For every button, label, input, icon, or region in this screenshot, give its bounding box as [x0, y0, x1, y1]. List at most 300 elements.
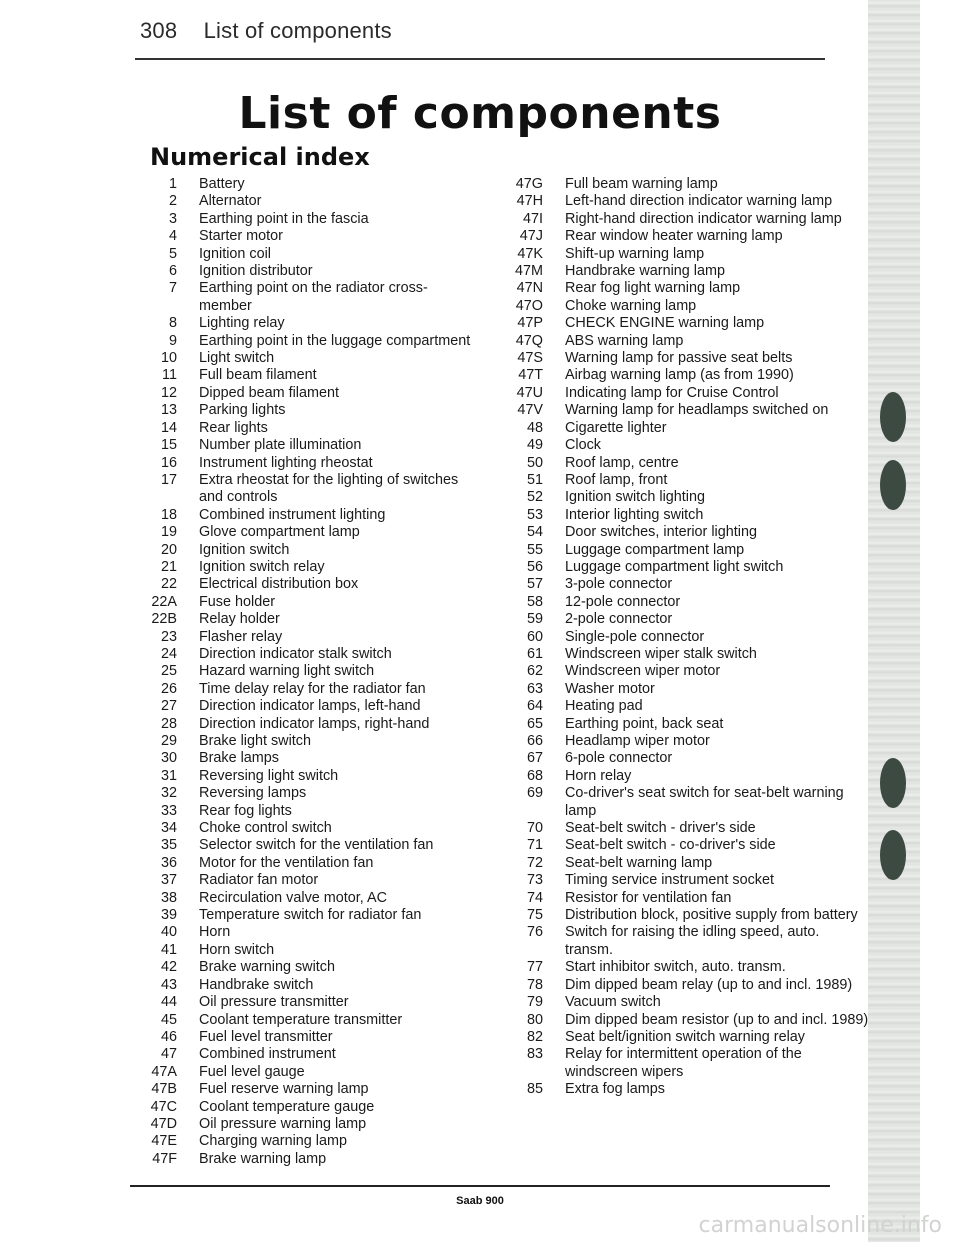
- index-entry: [500, 733, 870, 750]
- entry-code: 63: [526, 680, 543, 697]
- index-entry: [500, 924, 870, 959]
- entry-code: 42: [160, 959, 177, 976]
- index-entry: [140, 594, 480, 611]
- index-entry: [500, 1012, 870, 1029]
- entry-code: 3: [168, 210, 177, 227]
- entry-description: 2-pole connector: [565, 611, 673, 628]
- entry-code: 40: [160, 924, 177, 941]
- binding-hole-2: [880, 460, 906, 510]
- entry-code: 47J: [519, 228, 543, 245]
- entry-description: Switch for raising the idling speed, auto. transm.: [565, 924, 820, 958]
- entry-code: 52: [526, 489, 543, 506]
- entry-description: Instrument lighting rheostat: [199, 454, 373, 471]
- entry-code: 41: [160, 941, 177, 958]
- entry-description: Choke warning lamp: [565, 297, 697, 314]
- index-entry: [500, 315, 870, 332]
- entry-description: Ignition coil: [199, 245, 271, 262]
- entry-description: Recirculation valve motor, AC: [199, 889, 387, 906]
- index-entry: [500, 629, 870, 646]
- entry-description: Horn relay: [565, 767, 632, 784]
- index-entry: [140, 1046, 480, 1063]
- entry-description: Motor for the ventilation fan: [199, 854, 374, 871]
- index-entry: [500, 280, 870, 297]
- index-entry: [500, 559, 870, 576]
- page-number: 308: [140, 18, 178, 43]
- index-entry: [500, 211, 870, 228]
- entry-description: Fuel level transmitter: [199, 1028, 333, 1045]
- entry-description: Full beam warning lamp: [565, 176, 718, 192]
- page-edge-scan-strip: [868, 0, 920, 1242]
- entry-description: Battery: [199, 176, 245, 192]
- entry-description: Radiator fan motor: [199, 872, 319, 889]
- index-entry: [140, 1099, 480, 1116]
- entry-code: 37: [160, 872, 177, 889]
- entry-code: 34: [160, 820, 177, 837]
- entry-code: 47Q: [515, 332, 543, 349]
- entry-description: Glove compartment lamp: [199, 524, 360, 541]
- entry-code: 77: [526, 959, 543, 976]
- index-entry: [500, 785, 870, 820]
- entry-description: Choke control switch: [199, 820, 332, 837]
- entry-code: 4: [168, 228, 177, 245]
- entry-description: Door switches, interior lighting: [565, 524, 757, 541]
- index-entry: [500, 646, 870, 663]
- entry-code: 71: [526, 837, 543, 854]
- entry-code: 66: [526, 733, 543, 749]
- entry-code: 76: [526, 924, 543, 941]
- entry-code: 47S: [517, 350, 543, 367]
- entry-description: Ignition switch lighting: [565, 489, 705, 506]
- entry-code: 10: [160, 350, 177, 367]
- entry-code: 30: [160, 750, 177, 767]
- entry-code: 47B: [151, 1081, 177, 1098]
- entry-code: 8: [168, 315, 177, 332]
- entry-code: 47N: [516, 280, 543, 297]
- entry-code: 5: [168, 245, 177, 262]
- index-entry: [140, 716, 480, 733]
- entry-code: 35: [160, 837, 177, 854]
- entry-description: Brake lamps: [199, 750, 279, 767]
- index-entry: [500, 1046, 870, 1081]
- entry-code: 22B: [151, 611, 177, 628]
- entry-code: 11: [162, 367, 177, 384]
- index-entry: [140, 211, 480, 228]
- index-entry: [140, 698, 480, 715]
- index-entry: [140, 367, 480, 384]
- entry-description: Alternator: [199, 193, 262, 210]
- entry-description: Rear fog light warning lamp: [565, 280, 741, 297]
- entry-description: CHECK ENGINE warning lamp: [565, 315, 765, 332]
- index-entry: [500, 959, 870, 976]
- entry-description: Co-driver's seat switch for seat-belt warning lamp: [565, 785, 844, 819]
- index-entry: [500, 420, 870, 437]
- entry-description: Seat-belt switch - driver's side: [565, 820, 756, 837]
- entry-description: Vacuum switch: [565, 994, 661, 1011]
- entry-description: Hazard warning light switch: [199, 663, 375, 680]
- entry-description: Parking lights: [199, 402, 286, 419]
- index-entry: [500, 472, 870, 489]
- entry-description: Seat belt/ignition switch warning relay: [565, 1028, 805, 1045]
- index-entry: [500, 193, 870, 210]
- index-entry: [140, 646, 480, 663]
- entry-code: 9: [168, 332, 177, 349]
- entry-code: 39: [160, 907, 177, 924]
- entry-code: 1: [168, 176, 177, 192]
- entry-code: 22: [160, 576, 177, 593]
- entry-code: 75: [526, 907, 543, 924]
- index-entry: [500, 542, 870, 559]
- footer-rule: [130, 1185, 830, 1187]
- entry-description: Brake light switch: [199, 733, 311, 749]
- entry-code: 17: [160, 471, 177, 488]
- index-entry: [500, 489, 870, 506]
- entry-description: Selector switch for the ventilation fan: [199, 837, 434, 854]
- entry-code: 59: [526, 611, 543, 628]
- page-header: [140, 18, 392, 44]
- index-entry: [140, 663, 480, 680]
- entry-description: Luggage compartment lamp: [565, 541, 745, 558]
- entry-code: 64: [526, 698, 543, 715]
- entry-code: 47O: [515, 297, 543, 314]
- index-entry: [500, 768, 870, 785]
- entry-code: 47E: [151, 1133, 177, 1150]
- entry-description: Direction indicator lamps, right-hand: [199, 715, 430, 732]
- entry-description: Start inhibitor switch, auto. transm.: [565, 959, 786, 976]
- index-entry: [140, 820, 480, 837]
- index-entry: [500, 298, 870, 315]
- index-entry: [500, 977, 870, 994]
- entry-description: Washer motor: [565, 680, 655, 697]
- entry-code: 68: [526, 767, 543, 784]
- index-entry: [140, 524, 480, 541]
- entry-code: 36: [160, 854, 177, 871]
- index-entry: [500, 246, 870, 263]
- entry-description: Horn switch: [199, 941, 275, 958]
- entry-code: 49: [526, 437, 543, 454]
- entry-code: 43: [160, 976, 177, 993]
- entry-code: 18: [160, 506, 177, 523]
- entry-code: 45: [160, 1011, 177, 1028]
- index-entry: [140, 193, 480, 210]
- entry-code: 47D: [150, 1115, 177, 1132]
- entry-description: Fuse holder: [199, 593, 275, 610]
- entry-description: 12-pole connector: [565, 593, 681, 610]
- entry-code: 51: [526, 471, 543, 488]
- entry-code: 47: [160, 1046, 177, 1063]
- entry-description: Seat-belt switch - co-driver's side: [565, 837, 776, 854]
- index-entry: [140, 542, 480, 559]
- entry-code: 33: [160, 802, 177, 819]
- entry-description: Seat-belt warning lamp: [565, 854, 713, 871]
- entry-description: Brake warning switch: [199, 959, 335, 976]
- entry-code: 69: [526, 785, 543, 802]
- entry-code: 31: [160, 767, 177, 784]
- entry-code: 29: [160, 733, 177, 749]
- entry-code: 47M: [515, 263, 543, 280]
- entry-description: Cigarette lighter: [565, 419, 667, 436]
- index-entry: [140, 437, 480, 454]
- index-entry: [140, 280, 480, 315]
- entry-code: 47U: [516, 384, 543, 401]
- index-entry: [140, 1151, 480, 1168]
- index-entry: [140, 1116, 480, 1133]
- entry-code: 6: [168, 263, 177, 280]
- entry-code: 80: [526, 1011, 543, 1028]
- entry-code: 2: [168, 193, 177, 210]
- entry-description: Reversing light switch: [199, 767, 339, 784]
- entry-description: Reversing lamps: [199, 785, 307, 802]
- entry-description: Airbag warning lamp (as from 1990): [565, 367, 794, 384]
- entry-description: Light switch: [199, 350, 275, 367]
- entry-description: Fuel level gauge: [199, 1063, 305, 1080]
- page-title: List of components: [238, 88, 722, 139]
- index-entry: [500, 1029, 870, 1046]
- entry-description: Earthing point in the fascia: [199, 210, 369, 227]
- index-entry: [500, 716, 870, 733]
- entry-description: Handbrake switch: [199, 976, 314, 993]
- entry-code: 25: [160, 663, 177, 680]
- entry-code: 47T: [518, 367, 543, 384]
- binding-hole-1: [880, 392, 906, 442]
- entry-description: Resistor for ventilation fan: [565, 889, 732, 906]
- index-entry: [500, 524, 870, 541]
- index-entry: [500, 820, 870, 837]
- entry-description: Windscreen wiper motor: [565, 663, 721, 680]
- entry-description: Number plate illumination: [199, 437, 362, 454]
- index-entry: [500, 576, 870, 593]
- entry-code: 85: [526, 1081, 543, 1098]
- entry-description: Flasher relay: [199, 628, 283, 645]
- index-entry: [500, 994, 870, 1011]
- entry-description: Warning lamp for passive seat belts: [565, 350, 793, 367]
- entry-code: 72: [526, 854, 543, 871]
- index-entry: [140, 890, 480, 907]
- index-entry: [140, 402, 480, 419]
- index-entry: [500, 890, 870, 907]
- index-entry: [140, 333, 480, 350]
- index-entry: [140, 176, 480, 193]
- index-entry: [140, 420, 480, 437]
- footer-label: Saab 900: [456, 1195, 504, 1207]
- index-entry: [140, 1029, 480, 1046]
- entry-description: Dipped beam filament: [199, 384, 339, 401]
- index-entry: [140, 350, 480, 367]
- entry-description: Handbrake warning lamp: [565, 263, 725, 280]
- entry-code: 83: [526, 1046, 543, 1063]
- entry-description: Extra rheostat for the lighting of switches and controls: [199, 471, 459, 506]
- entry-description: Single-pole connector: [565, 628, 705, 645]
- entry-code: 47P: [517, 315, 543, 332]
- entry-code: 7: [168, 280, 177, 297]
- index-entry: [140, 472, 480, 507]
- index-entry: [140, 1133, 480, 1150]
- entry-description: Lighting relay: [199, 315, 285, 332]
- entry-description: 3-pole connector: [565, 576, 673, 593]
- index-entry: [140, 942, 480, 959]
- entry-description: Roof lamp, front: [565, 471, 668, 488]
- entry-code: 67: [526, 750, 543, 767]
- entry-description: ABS warning lamp: [565, 332, 684, 349]
- entry-code: 47G: [515, 176, 543, 192]
- index-entry: [140, 785, 480, 802]
- entry-code: 48: [526, 419, 543, 436]
- index-entry: [140, 977, 480, 994]
- index-entry: [500, 437, 870, 454]
- entry-code: 57: [526, 576, 543, 593]
- entry-code: 55: [526, 541, 543, 558]
- index-entry: [500, 176, 870, 193]
- entry-code: 65: [526, 715, 543, 732]
- entry-description: Electrical distribution box: [199, 576, 359, 593]
- entry-code: 47A: [151, 1063, 177, 1080]
- index-entry: [500, 837, 870, 854]
- index-entry: [140, 559, 480, 576]
- entry-code: 60: [526, 628, 543, 645]
- index-entry: [500, 907, 870, 924]
- index-entry: [500, 611, 870, 628]
- binding-hole-3: [880, 758, 906, 808]
- entry-code: 78: [526, 976, 543, 993]
- index-entry: [500, 750, 870, 767]
- entry-description: Horn: [199, 924, 231, 941]
- entry-description: Luggage compartment light switch: [565, 558, 784, 575]
- entry-code: 47H: [516, 193, 543, 210]
- index-entry: [500, 385, 870, 402]
- index-entry: [500, 594, 870, 611]
- entry-code: 38: [160, 889, 177, 906]
- watermark: carmanualsonline.info: [698, 1213, 942, 1238]
- index-entry: [140, 1012, 480, 1029]
- entry-code: 13: [160, 402, 177, 419]
- entry-code: 19: [160, 524, 177, 541]
- entry-description: Full beam filament: [199, 367, 317, 384]
- entry-description: Direction indicator stalk switch: [199, 645, 392, 662]
- index-entry: [140, 750, 480, 767]
- entry-code: 24: [160, 645, 177, 662]
- index-entry: [140, 263, 480, 280]
- index-entry: [140, 455, 480, 472]
- entry-code: 47K: [517, 245, 543, 262]
- binding-hole-4: [880, 830, 906, 880]
- entry-description: Starter motor: [199, 228, 283, 245]
- entry-code: 79: [526, 994, 543, 1011]
- entry-code: 47V: [517, 402, 543, 419]
- entry-code: 16: [160, 454, 177, 471]
- entry-description: Clock: [565, 437, 601, 454]
- header-rule: [135, 58, 825, 60]
- entry-description: Timing service instrument socket: [565, 872, 774, 889]
- entry-description: Charging warning lamp: [199, 1133, 347, 1150]
- entry-description: Coolant temperature transmitter: [199, 1011, 403, 1028]
- entry-description: 6-pole connector: [565, 750, 673, 767]
- entry-code: 82: [526, 1028, 543, 1045]
- entry-code: 56: [526, 558, 543, 575]
- entry-description: Indicating lamp for Cruise Control: [565, 384, 779, 401]
- index-entry: [140, 507, 480, 524]
- index-entry: [140, 837, 480, 854]
- index-entry: [140, 994, 480, 1011]
- section-subtitle: Numerical index: [150, 143, 370, 171]
- entry-description: Ignition switch relay: [199, 558, 325, 575]
- entry-description: Ignition distributor: [199, 263, 313, 280]
- index-entry: [140, 1064, 480, 1081]
- entry-description: Rear fog lights: [199, 802, 292, 819]
- entry-description: Extra fog lamps: [565, 1081, 665, 1098]
- index-entry: [140, 872, 480, 889]
- index-entry: [500, 681, 870, 698]
- entry-description: Brake warning lamp: [199, 1150, 327, 1167]
- index-entry: [500, 228, 870, 245]
- index-entry: [500, 872, 870, 889]
- index-entry: [140, 907, 480, 924]
- entry-description: Earthing point, back seat: [565, 715, 724, 732]
- entry-code: 47I: [522, 210, 543, 227]
- entry-code: 62: [526, 663, 543, 680]
- entry-description: Dim dipped beam relay (up to and incl. 1989): [565, 976, 853, 993]
- entry-code: 50: [526, 454, 543, 471]
- index-entry: [500, 333, 870, 350]
- entry-description: Left-hand direction indicator warning lamp: [565, 193, 833, 210]
- entry-code: 12: [160, 384, 177, 401]
- index-entry: [500, 350, 870, 367]
- entry-description: Ignition switch: [199, 541, 290, 558]
- index-entry: [140, 246, 480, 263]
- index-entry: [500, 663, 870, 680]
- entry-code: 54: [526, 524, 543, 541]
- entry-code: 21: [160, 558, 177, 575]
- entry-description: Warning lamp for headlamps switched on: [565, 402, 829, 419]
- index-entry: [140, 959, 480, 976]
- entry-code: 70: [526, 820, 543, 837]
- entry-code: 47C: [150, 1098, 177, 1115]
- entry-description: Interior lighting switch: [565, 506, 704, 523]
- entry-description: Earthing point on the radiator cross-member: [199, 280, 428, 314]
- index-entry: [140, 385, 480, 402]
- entry-description: Time delay relay for the radiator fan: [199, 680, 426, 697]
- entry-description: Distribution block, positive supply from battery: [565, 907, 858, 924]
- index-entry: [140, 1081, 480, 1098]
- entry-code: 28: [160, 715, 177, 732]
- index-entry: [140, 768, 480, 785]
- index-entry: [500, 263, 870, 280]
- index-entry: [500, 402, 870, 419]
- index-entry: [500, 367, 870, 384]
- entry-code: 73: [526, 872, 543, 889]
- entry-code: 61: [526, 645, 543, 662]
- entry-code: 15: [160, 437, 177, 454]
- index-column-left: [140, 176, 480, 1168]
- entry-description: Temperature switch for radiator fan: [199, 907, 422, 924]
- entry-code: 47F: [152, 1150, 177, 1167]
- entry-description: Heating pad: [565, 698, 643, 715]
- index-entry: [140, 803, 480, 820]
- index-entry: [140, 576, 480, 593]
- entry-code: 44: [160, 994, 177, 1011]
- index-entry: [140, 315, 480, 332]
- index-entry: [140, 228, 480, 245]
- entry-code: 20: [160, 541, 177, 558]
- entry-code: 74: [526, 889, 543, 906]
- entry-code: 14: [160, 419, 177, 436]
- entry-code: 53: [526, 506, 543, 523]
- entry-code: 26: [160, 680, 177, 697]
- entry-code: 27: [160, 698, 177, 715]
- entry-description: Rear window heater warning lamp: [565, 228, 783, 245]
- index-entry: [500, 455, 870, 472]
- entry-description: Fuel reserve warning lamp: [199, 1081, 369, 1098]
- section-title: List of components: [203, 18, 392, 43]
- entry-description: Coolant temperature gauge: [199, 1098, 375, 1115]
